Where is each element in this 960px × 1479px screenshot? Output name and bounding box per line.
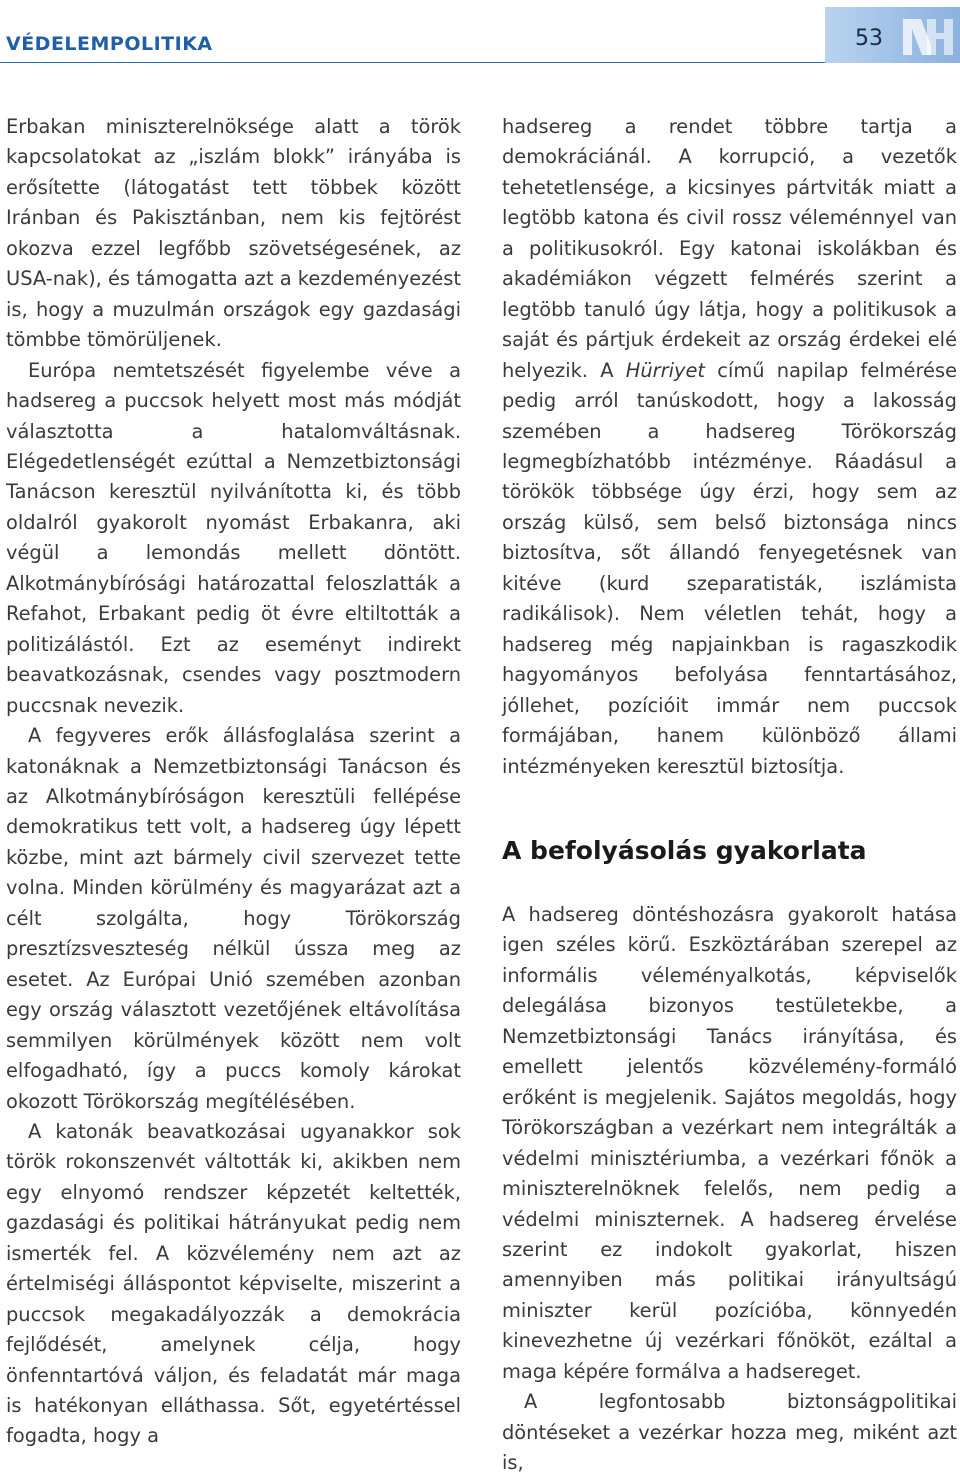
paragraph: A fegyveres erők állásfoglalása szerint a katonáknak a Nemzetbiztonsági Tanácson és az Alkotmánybíróságon keresztüli fellépése demokratikus tett volt, a hadsereg úgy lépett közbe, mint azt bármely civil szervezet tette volna. Minden körülmény és magyarázat azt a célt szolgálta, hogy Törökország presztízsveszteség nélkül ússza meg az esetet. Az Európai Unió szemében azonban egy ország választott vezetőjének eltávolítása semmilyen körülmények között nem volt elfogadható, így a puccs komoly károkat okozott Törökország megítélésében. bbox=[6, 724, 461, 1113]
paragraph-text: című napilap felmérése pedig arról tanúskodott, hogy a lakosság szemében a hadsereg Törökország legmegbízhatóbb intézménye. Ráadásul a törökök többsége úgy érzi, hogy sem az ország külső, sem belső biztonsága nincs biztosítva, sőt állandó fenyegetésnek van kitéve (kurd szeparatisták, iszlámista radikálisok). Nem véletlen tehát, hogy a hadsereg még napjainkban is ragaszkodik hagyományos befolyása fenntartásához, jóllehet, pozícióit immár nem puccsok formájában, hanem különböző állami intézményeken keresztül biztosítja. bbox=[502, 358, 957, 778]
paragraph: A legfontosabb biztonságpolitikai döntéseket a vezérkar hozza meg, miként azt is, bbox=[502, 1390, 957, 1475]
section-title: VÉDELEMPOLITIKA bbox=[6, 33, 213, 55]
paragraph: A hadsereg döntéshozásra gyakorolt hatása igen széles körű. Eszköztárában szerepel az informális véleményalkotás, képviselők delegálása bizonyos testületekbe, a Nemzetbiztonsági Tanács irányítása, és emellett jelentős közvélemény-formáló erőként is megjelenik. Sajátos megoldás, hogy Törökországban a vezérkart nem integrálták a védelmi minisztériumba, a vezérkari főnök a miniszterelnöknek felelős, nem pedig a védelmi miniszternek. A hadsereg érvelése szerint ez indokolt gyakorlat, hiszen amennyiben más politikai irányultságú miniszter kerül pozícióba, könnyedén kinevezhetne új vezérkari főnököt, ezáltal a maga képére formálva a hadsereget. bbox=[502, 902, 957, 1383]
paragraph: Erbakan miniszterelnöksége alatt a török kapcsolatokat az „iszlám blokk” irányába is erősítette (látogatást tett többek között Iránban és Pakisztánban, nem kis fejtörést okozva ezzel legfőbb szövetségesének, az USA-nak), és támogatta azt a kezdeményezést is, hogy a muzulmán országok egy gazdasági tömbbe tömörüljenek. bbox=[6, 115, 461, 352]
newspaper-name: Hürriyet bbox=[625, 358, 706, 382]
paragraph: A katonák beavatkozásai ugyanakkor sok török rokonszenvét váltották ki, akikben nem egy elnyomó rendszer képzetét keltették, gazdasági és politikai hátrányukat pedig nem ismerték fel. A közvélemény nem azt az értelmiségi álláspontot képviselte, miszerint a puccsok megakadályozzák a demokrácia fejlődését, amelynek célja, hogy önfenntartóvá váljon, és feladatát már maga is hatékonyan elláthassa. Sőt, egyetértéssel fogadta, hogy a bbox=[6, 1119, 461, 1448]
paragraph-text: hadsereg a rendet többre tartja a demokráciánál. A korrupció, a vezetők tehetetlensége, a kicsinyes pártviták miatt a legtöbb katona és civil rossz véleménnyel van a politikusokról. Egy katonai iskolákban és akadémiákon végzett felmérés szerint a legtöbb tanuló úgy látja, hogy a politikusok a saját és pártjuk érdekeit az ország érdekei elé helyezik. A bbox=[502, 115, 957, 382]
paragraph bbox=[502, 112, 957, 782]
section-heading: A befolyásolás gyakorlata bbox=[502, 835, 867, 865]
page-number-box bbox=[825, 7, 960, 63]
left-text-column bbox=[6, 112, 461, 1452]
header-divider bbox=[0, 62, 825, 63]
paragraph: Európa nemtetszését figyelembe véve a hadsereg a puccsok helyett most más módját választotta a hatalomváltásnak. Elégedetlenségét ezúttal a Nemzetbiztonsági Tanácson keresztül nyilvánította ki, és több oldalról gyakorolt nyomást Erbakanra, aki végül a lemondás mellett döntött. Alkotmánybírósági határozattal feloszlatták a Refahot, Erbakant pedig öt évre eltiltották a politizálástól. Ezt az eseményt indirekt beavatkozásnak, csendes vagy posztmodern puccsnak nevezik. bbox=[6, 358, 461, 717]
page-number: 53 bbox=[855, 26, 883, 51]
nh-logo-icon bbox=[903, 15, 953, 59]
right-text-column bbox=[502, 112, 957, 1479]
